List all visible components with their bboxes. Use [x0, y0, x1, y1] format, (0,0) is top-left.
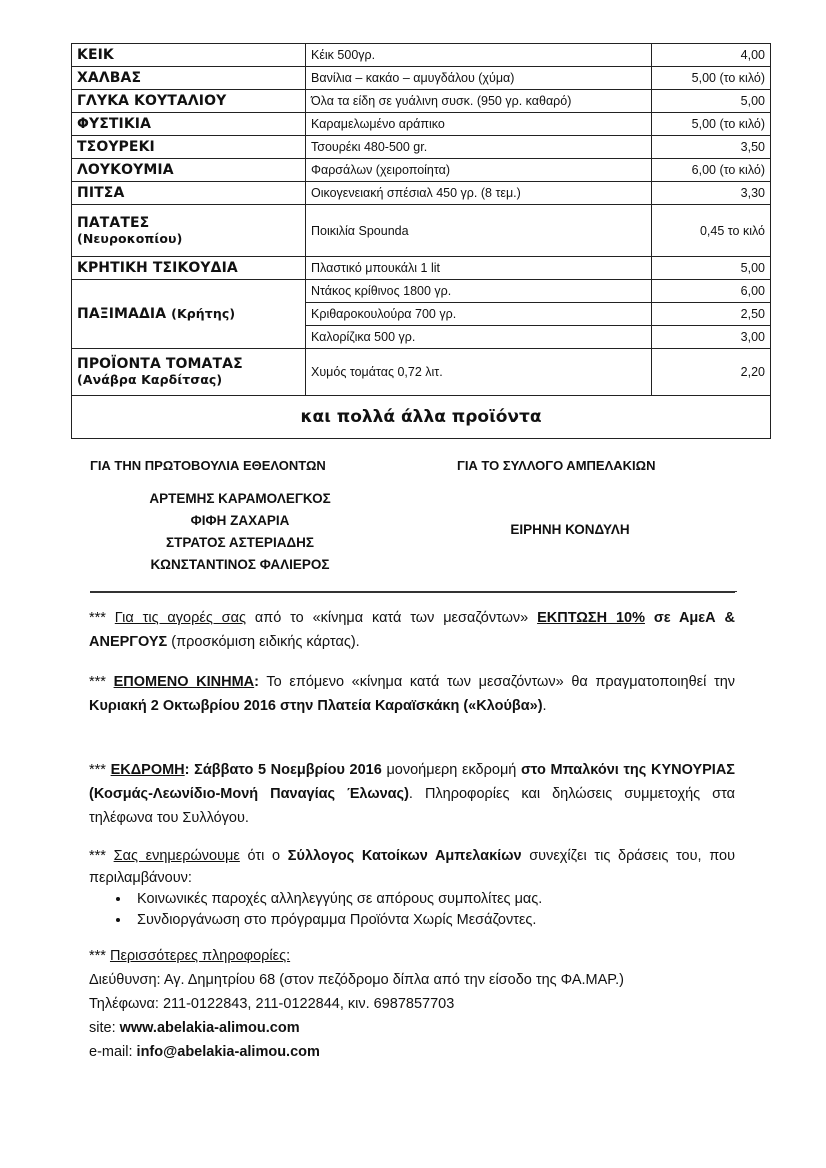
table-row: [72, 349, 771, 396]
signatory-name: ΣΤΡΑΤΟΣ ΑΣΤΕΡΙΑΔΗΣ: [166, 535, 314, 550]
description-cell: Καραμελωμένο αράπικο: [306, 113, 652, 136]
table-row: [72, 159, 771, 182]
price-cell: 2,20: [652, 349, 771, 396]
description-cell: Όλα τα είδη σε γυάλινη συσκ. (950 γρ. καθαρό): [306, 90, 652, 113]
category-cell: ΧΑΛΒΑΣ: [72, 67, 306, 90]
association-signatory-name: ΕΙΡΗΝΗ ΚΟΝΔΥΛΗ: [510, 522, 630, 537]
description-cell: Οικογενειακή σπέσιαλ 450 γρ. (8 τεμ.): [306, 182, 652, 205]
phones-line: Τηλέφωνα: 211-0122843, 211-0122844, κιν. 6987857703: [89, 996, 455, 1012]
notice-heading: ΕΚΔΡΟΜΗ: [110, 762, 185, 778]
site-line: [89, 1016, 735, 1040]
category-cell: [72, 280, 306, 349]
category-cell: [72, 349, 306, 396]
description-cell: Χυμός τομάτας 0,72 λιτ.: [306, 349, 652, 396]
notice-text: . Πληροφορίες και δηλώσεις συμμετοχής στα τηλέφωνα του Συλλόγου.: [89, 786, 735, 826]
more-products-text: και πολλά άλλα προϊόντα: [72, 396, 771, 439]
notice-text: συνεχίζει τις δράσεις του, που περιλαμβάνουν:: [89, 848, 736, 886]
category-cell: ΠΙΤΣΑ: [72, 182, 306, 205]
asterisks: ***: [89, 674, 106, 690]
volunteers-heading: ΓΙΑ ΤΗΝ ΠΡΩΤΟΒΟΥΛΙΑ ΕΘΕΛΟΝΤΩΝ: [90, 458, 326, 473]
price-cell: 5,00: [652, 257, 771, 280]
asterisks: ***: [89, 848, 106, 864]
products-table: [71, 43, 771, 439]
price-cell: 6,00 (το κιλό): [652, 159, 771, 182]
address-line: Διεύθυνση: Αγ. Δημητρίου 68 (στον πεζόδρομο δίπλα από την είσοδο της ΦΑ.ΜΑΡ.): [89, 972, 624, 988]
price-cell: 0,45 το κιλό: [652, 205, 771, 257]
notice-text: .: [542, 698, 547, 714]
notice-heading: ΕΠΟΜΕΝΟ ΚΙΝΗΜΑ: [113, 674, 255, 690]
category-cell: ΓΛΥΚΑ ΚΟΥΤΑΛΙΟΥ: [72, 90, 306, 113]
email-link[interactable]: info@abelakia-alimou.com: [136, 1044, 320, 1060]
more-products-row: [72, 396, 771, 439]
table-row: [72, 257, 771, 280]
table-row: [72, 113, 771, 136]
association-name: Σύλλογος Κατοίκων Αμπελακίων: [287, 848, 522, 864]
category-name: ΠΡΟΪΟΝΤΑ ΤΟΜΑΤΑΣ: [77, 356, 243, 372]
description-cell: Φαρσάλων (χειροποίητα): [306, 159, 652, 182]
horizontal-divider: [90, 591, 735, 593]
description-cell: Βανίλια – κακάο – αμυγδάλου (χύμα): [306, 67, 652, 90]
price-cell: 5,00: [652, 90, 771, 113]
price-cell: 3,30: [652, 182, 771, 205]
notice-text: (προσκόμιση ειδικής κάρτας).: [167, 634, 360, 650]
table-row: [72, 44, 771, 67]
description-cell: Ντάκος κρίθινος 1800 γρ.: [306, 280, 652, 303]
price-cell: 2,50: [652, 303, 771, 326]
table-row: [72, 90, 771, 113]
underlined-text: Σας ενημερώνουμε: [113, 848, 240, 864]
price-cell: 4,00: [652, 44, 771, 67]
price-cell: 5,00 (το κιλό): [652, 67, 771, 90]
contact-heading: Περισσότερες πληροφορίες:: [109, 948, 291, 964]
notice-text: από το «κίνημα κατά των μεσαζόντων»: [245, 610, 538, 626]
category-origin: (Νευροκοπίου): [77, 230, 183, 246]
table-row: [72, 205, 771, 257]
description-cell: Πλαστικό μπουκάλι 1 lit: [306, 257, 652, 280]
price-cell: 3,00: [652, 326, 771, 349]
description-cell: Τσουρέκι 480-500 gr.: [306, 136, 652, 159]
signatory-name: ΚΩΝΣΤΑΝΤΙΝΟΣ ΦΑΛΙΕΡΟΣ: [150, 557, 330, 572]
description-cell: Κέικ 500γρ.: [306, 44, 652, 67]
excursion-date: : Σάββατο 5 Νοεμβρίου 2016: [184, 762, 382, 778]
event-date-location: Κυριακή 2 Οκτωβρίου 2016 στην Πλατεία Καραϊσκάκη («Κλούβα»): [89, 698, 543, 714]
category-cell: ΤΣΟΥΡΕΚΙ: [72, 136, 306, 159]
website-link[interactable]: www.abelakia-alimou.com: [119, 1020, 300, 1036]
category-origin: (Κρήτης): [171, 306, 236, 321]
activities-list: [89, 889, 735, 931]
association-paragraph: [89, 845, 735, 889]
price-cell: 5,00 (το κιλό): [652, 113, 771, 136]
divider-end-mark: [734, 591, 737, 592]
description-cell: Ποικιλία Spounda: [306, 205, 652, 257]
description-cell: Κριθαροκουλούρα 700 γρ.: [306, 303, 652, 326]
notice-text: Το επόμενο «κίνημα κατά των μεσαζόντων» θα πραγματοποιηθεί την: [259, 674, 736, 690]
list-item: • Κοινωνικές παροχές αλληλεγγύης σε απόρους συμπολίτες μας.: [131, 889, 735, 910]
discount-highlight: ΕΚΠΤΩΣΗ 10%: [537, 610, 645, 626]
price-cell: 6,00: [652, 280, 771, 303]
email-line: [89, 1040, 735, 1064]
price-cell: 3,50: [652, 136, 771, 159]
description-cell: Καλορίζικα 500 γρ.: [306, 326, 652, 349]
category-name: ΠΑΤΑΤΕΣ: [77, 214, 150, 231]
email-label: e-mail:: [89, 1044, 137, 1060]
next-movement-notice: [89, 670, 735, 718]
notice-text: μονοήμερη εκδρομή: [381, 762, 522, 778]
discount-target: σε ΑμεΑ & ΑΝΕΡΓΟΥΣ: [89, 610, 735, 650]
category-cell: [72, 205, 306, 257]
association-heading: ΓΙΑ ΤΟ ΣΥΛΛΟΓΟ ΑΜΠΕΛΑΚΙΩΝ: [457, 458, 656, 473]
table-row: [72, 280, 771, 303]
colon: :: [254, 674, 259, 690]
category-cell: ΚΡΗΤΙΚΗ ΤΣΙΚΟΥΔΙΑ: [72, 257, 306, 280]
asterisks: ***: [89, 610, 106, 626]
excursion-destination: στο Μπαλκόνι της ΚΥΝΟΥΡΙΑΣ (Κοσμάς-Λεωνίδιο-Μονή Παναγίας Έλωνας): [89, 762, 736, 802]
notice-text: ότι ο: [239, 848, 288, 864]
underlined-text: Για τις αγορές σας: [114, 610, 246, 626]
category-cell: ΚΕΙΚ: [72, 44, 306, 67]
list-item: • Συνδιοργάνωση στο πρόγραμμα Προϊόντα Χωρίς Μεσάζοντες.: [131, 910, 735, 931]
asterisks: ***: [89, 948, 106, 964]
site-label: site:: [89, 1020, 120, 1036]
contact-info: [89, 944, 735, 1064]
table-row: [72, 67, 771, 90]
signatory-name: ΦΙΦΗ ΖΑΧΑΡΙΑ: [190, 513, 290, 528]
asterisks: ***: [89, 762, 106, 778]
excursion-notice: [89, 758, 735, 830]
association-notice: [89, 845, 735, 931]
volunteer-names: [90, 488, 390, 576]
category-cell: ΛΟΥΚΟΥΜΙΑ: [72, 159, 306, 182]
contact-heading-line: [89, 944, 735, 968]
category-name: ΠΑΞΙΜΑΔΙΑ: [77, 306, 167, 322]
category-origin: (Ανάβρα Καρδίτσας): [77, 372, 223, 387]
category-cell: ΦΥΣΤΙΚΙΑ: [72, 113, 306, 136]
discount-notice: [89, 606, 735, 654]
signatory-name: ΑΡΤΕΜΗΣ ΚΑΡΑΜΟΛΕΓΚΟΣ: [149, 491, 331, 506]
table-row: [72, 136, 771, 159]
table-row: [72, 182, 771, 205]
